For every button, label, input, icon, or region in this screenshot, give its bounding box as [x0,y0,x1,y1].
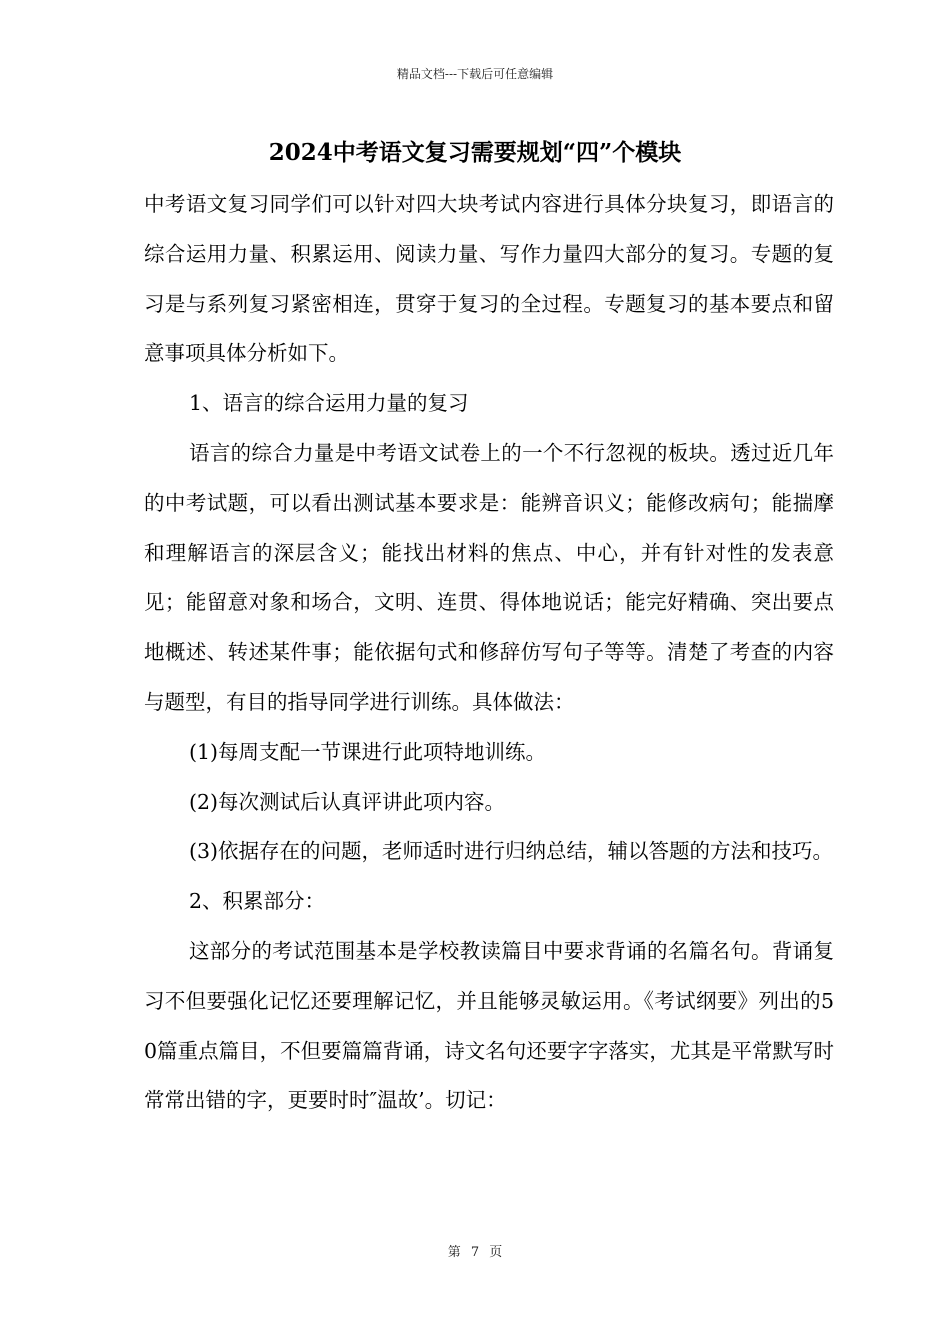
list-item: (3)依据存在的问题，老师适时进行归纳总结，辅以答题的方法和技巧。 [189,839,834,864]
list-item: (1)每周支配一节课进行此项特地训练。 [189,739,547,764]
document-title: 2024中考语文复习需要规划“四”个模块 [268,139,682,166]
section-heading-2: 2、积累部分： [189,889,326,914]
page-header: 精品文档---下载后可任意编辑 [396,67,554,81]
list-item: (2)每次测试后认真评讲此项内容。 [189,789,506,814]
footer-suffix: 页 [489,1245,503,1260]
paragraph-language: 语言的综合力量是中考语文试卷上的一个不行忽视的板块。透过近几年的中考试题，可以看出测试基本要求是：能辨音识义；能修改病句；能揣摩和理解语言的深层含义；能找出材料的焦点、中心，并有针对性的发表意见；能留意对象和场合，文明、连贯、得体地说话；能完好精确、突出要点地概述、转述某件事；能依据句式和修辞仿写句子等等。清楚了考查的内容与题型，有目的指导同学进行训练。具体做法： [144,440,834,714]
section-heading-1: 1、语言的综合运用力量的复习 [189,391,469,416]
paragraph-accumulation: 这部分的考试范围基本是学校教读篇目中要求背诵的名篇名句。背诵复习不但要强化记忆还要理解记忆，并且能够灵敏运用。《考试纲要》列出的50篇重点篇目，不但要篇篇背诵，诗文名句还要字字落实，尤其是平常默写时常常出错的字，更要时时″温故’。切记： [144,938,834,1113]
footer-prefix: 第 [447,1245,461,1260]
page-number: 7 [470,1245,480,1260]
page-footer [0,1244,950,1262]
paragraph-intro: 中考语文复习同学们可以针对四大块考试内容进行具体分块复习，即语言的综合运用力量、积累运用、阅读力量、写作力量四大部分的复习。专题的复习是与系列复习紧密相连，贯穿于复习的全过程。专题复习的基本要点和留意事项具体分析如下。 [144,192,834,366]
document-body [144,180,834,1126]
